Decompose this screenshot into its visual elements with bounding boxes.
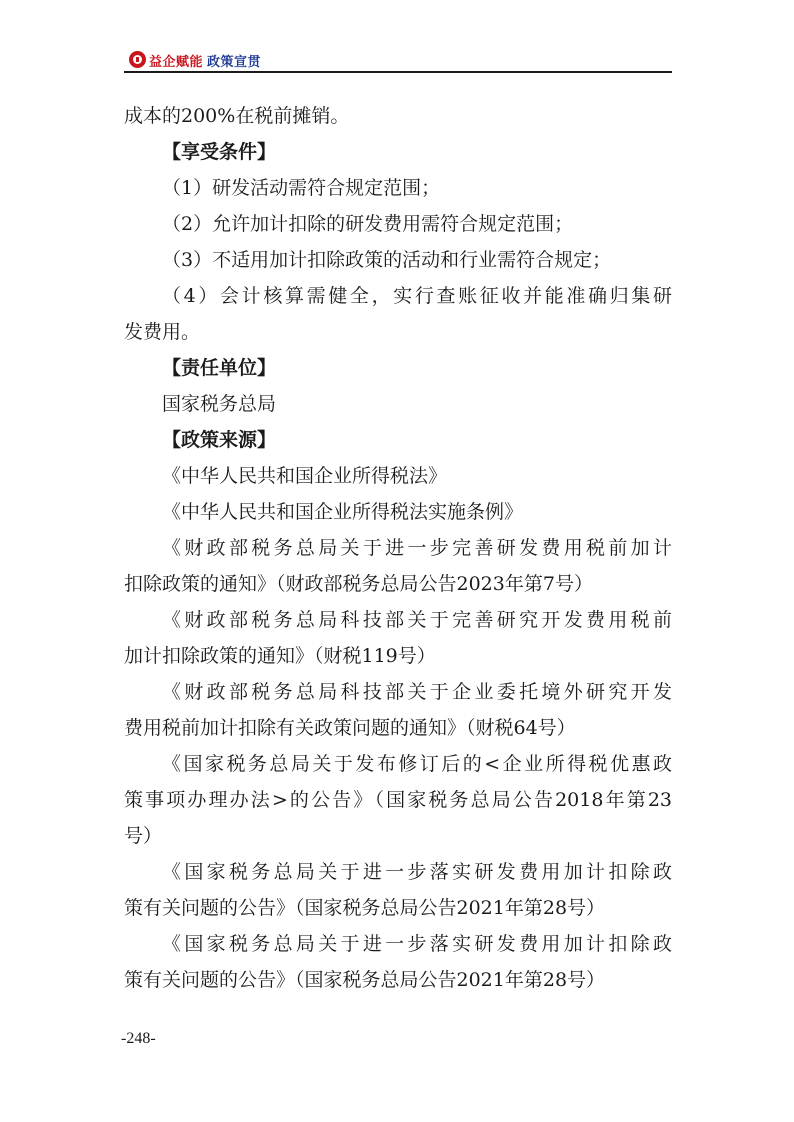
condition-item: （4）会计核算需健全，实行查账征收并能准确归集研: [162, 285, 672, 307]
policy-source: 《中华人民共和国企业所得税法》: [162, 465, 448, 487]
brand-name: 益企赋能: [149, 55, 204, 70]
policy-source: 《财政部税务总局关于进一步完善研发费用税前加计: [162, 537, 672, 559]
policy-source: 《国家税务总局关于发布修订后的<企业所得税优惠政: [162, 753, 672, 775]
document-body: [124, 98, 672, 998]
section-heading: 【责任单位】: [162, 357, 277, 379]
paragraph-line: 成本的200%在税前摊销。: [124, 105, 350, 127]
condition-item: （2）允许加计扣除的研发费用需符合规定范围；: [162, 213, 574, 235]
brand-title: [149, 51, 261, 70]
section-heading: 【政策来源】: [162, 429, 277, 451]
policy-source: 《财政部税务总局科技部关于完善研究开发费用税前: [162, 609, 672, 631]
section-heading: 【享受条件】: [162, 141, 277, 163]
policy-source: 《国家税务总局关于进一步落实研发费用加计扣除政: [162, 933, 672, 955]
policy-source-continued: 号）: [124, 825, 163, 847]
policy-source-continued: 加计扣除政策的通知》（财税119号）: [124, 645, 436, 667]
policy-source: 《财政部税务总局科技部关于企业委托境外研究开发: [162, 681, 672, 703]
policy-source-continued: 策有关问题的公告》（国家税务总局公告2021年第28号）: [124, 969, 606, 991]
brand-logo-icon: [129, 51, 146, 68]
brand-subtitle: 政策宣贯: [207, 55, 262, 70]
header-rule: [124, 71, 672, 73]
policy-source: 《中华人民共和国企业所得税法实施条例》: [162, 501, 524, 523]
page-number: -248-: [121, 1030, 156, 1047]
condition-item: （1）研发活动需符合规定范围；: [162, 177, 441, 199]
condition-item: （3）不适用加计扣除政策的活动和行业需符合规定；: [162, 249, 612, 271]
responsible-unit: 国家税务总局: [162, 393, 277, 415]
policy-source-continued: 策事项办理办法>的公告》（国家税务总局公告2018年第23: [124, 789, 672, 811]
paragraph-line: 发费用。: [124, 321, 201, 343]
policy-source: 《国家税务总局关于进一步落实研发费用加计扣除政: [162, 861, 672, 883]
page-header: [124, 50, 672, 72]
policy-source-continued: 费用税前加计扣除有关政策问题的通知》（财税64号）: [124, 717, 576, 739]
policy-source-continued: 策有关问题的公告》（国家税务总局公告2021年第28号）: [124, 897, 606, 919]
policy-source-continued: 扣除政策的通知》（财政部税务总局公告2023年第7号）: [124, 573, 593, 595]
